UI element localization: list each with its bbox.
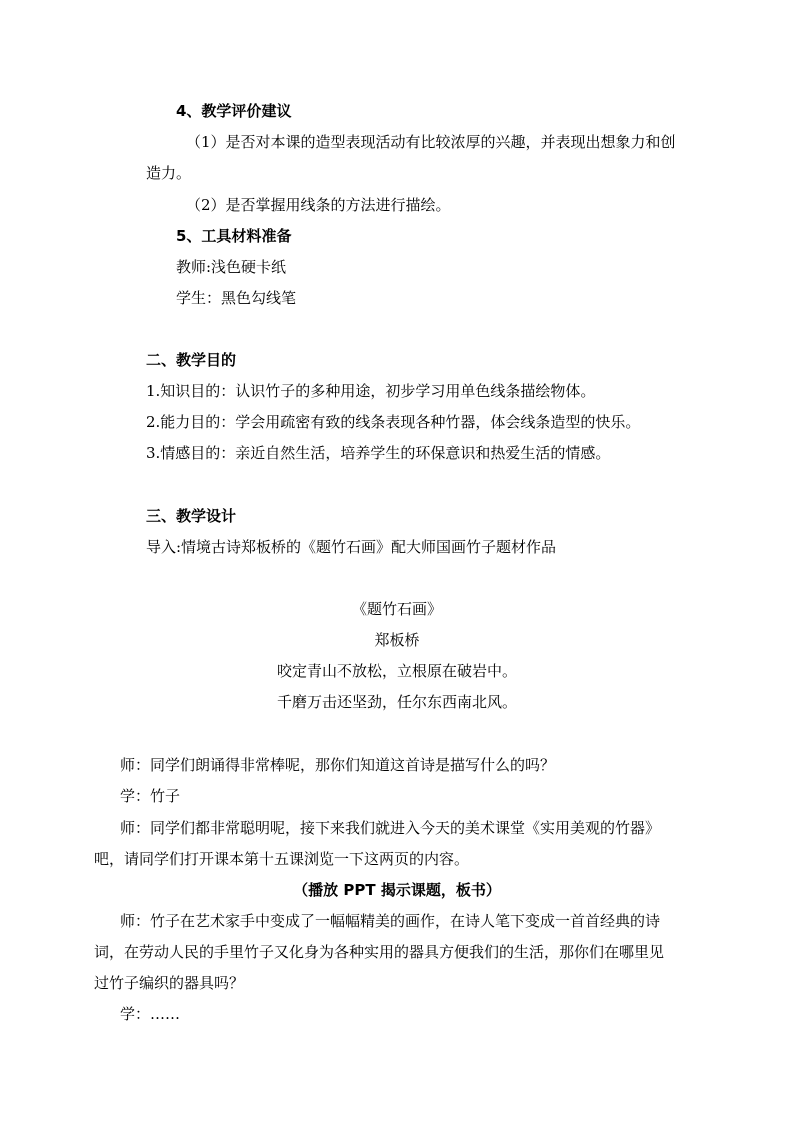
section5-heading: 5、工具材料准备 xyxy=(176,227,292,245)
evaluation-item-2: （2）是否掌握用线条的方法进行描绘。 xyxy=(186,196,451,214)
ppt-instruction: （播放 PPT 揭示课题，板书） xyxy=(293,881,501,899)
evaluation-item-1-line-2: 造力。 xyxy=(146,164,192,182)
teacher-question-3-line-2: 词，在劳动人民的手里竹子又化身为各种实用的器具方便我们的生活，那你们在哪里见 xyxy=(94,943,665,961)
section4-heading: 4、教学评价建议 xyxy=(176,102,292,120)
evaluation-item-1-line-1: （1）是否对本课的造型表现活动有比较浓厚的兴趣，并表现出想象力和创 xyxy=(186,133,676,151)
goal-item-2: 2.能力目的：学会用疏密有致的线条表现各种竹器，体会线条造型的快乐。 xyxy=(146,413,641,431)
design-intro: 导入:情境古诗郑板桥的《题竹石画》配大师国画竹子题材作品 xyxy=(146,538,557,556)
poem-line-1: 咬定青山不放松，立根原在破岩中。 xyxy=(276,662,517,680)
teacher-remark-2-line-2: 吧，请同学们打开课本第十五课浏览一下这两页的内容。 xyxy=(94,850,470,868)
teacher-remark-2-line-1: 师：同学们都非常聪明呢，接下来我们就进入今天的美术课堂《实用美观的竹器》 xyxy=(120,819,661,837)
teacher-question-3-line-1: 师：竹子在艺术家手中变成了一幅幅精美的画作，在诗人笔下变成一首首经典的诗 xyxy=(120,912,661,930)
materials-teacher: 教师:浅色硬卡纸 xyxy=(176,258,287,276)
materials-student: 学生：黑色勾线笔 xyxy=(176,289,297,307)
design-heading: 三、教学设计 xyxy=(146,507,237,525)
goal-item-3: 3.情感目的：亲近自然生活，培养学生的环保意识和热爱生活的情感。 xyxy=(146,444,611,462)
poem-author: 郑板桥 xyxy=(374,631,420,649)
goal-item-1: 1.知识目的：认识竹子的多种用途，初步学习用单色线条描绘物体。 xyxy=(146,382,596,400)
poem-line-2: 千磨万击还坚劲，任尔东西南北风。 xyxy=(276,693,517,711)
goals-heading: 二、教学目的 xyxy=(146,351,237,369)
teacher-question-1: 师：同学们朗诵得非常棒呢，那你们知道这首诗是描写什么的吗？ xyxy=(120,756,556,774)
student-answer-1: 学：竹子 xyxy=(120,787,181,805)
teacher-question-3-line-3: 过竹子编织的器具吗？ xyxy=(94,974,245,992)
student-answer-2: 学：…… xyxy=(120,1005,181,1023)
poem-title: 《题竹石画》 xyxy=(351,600,442,618)
